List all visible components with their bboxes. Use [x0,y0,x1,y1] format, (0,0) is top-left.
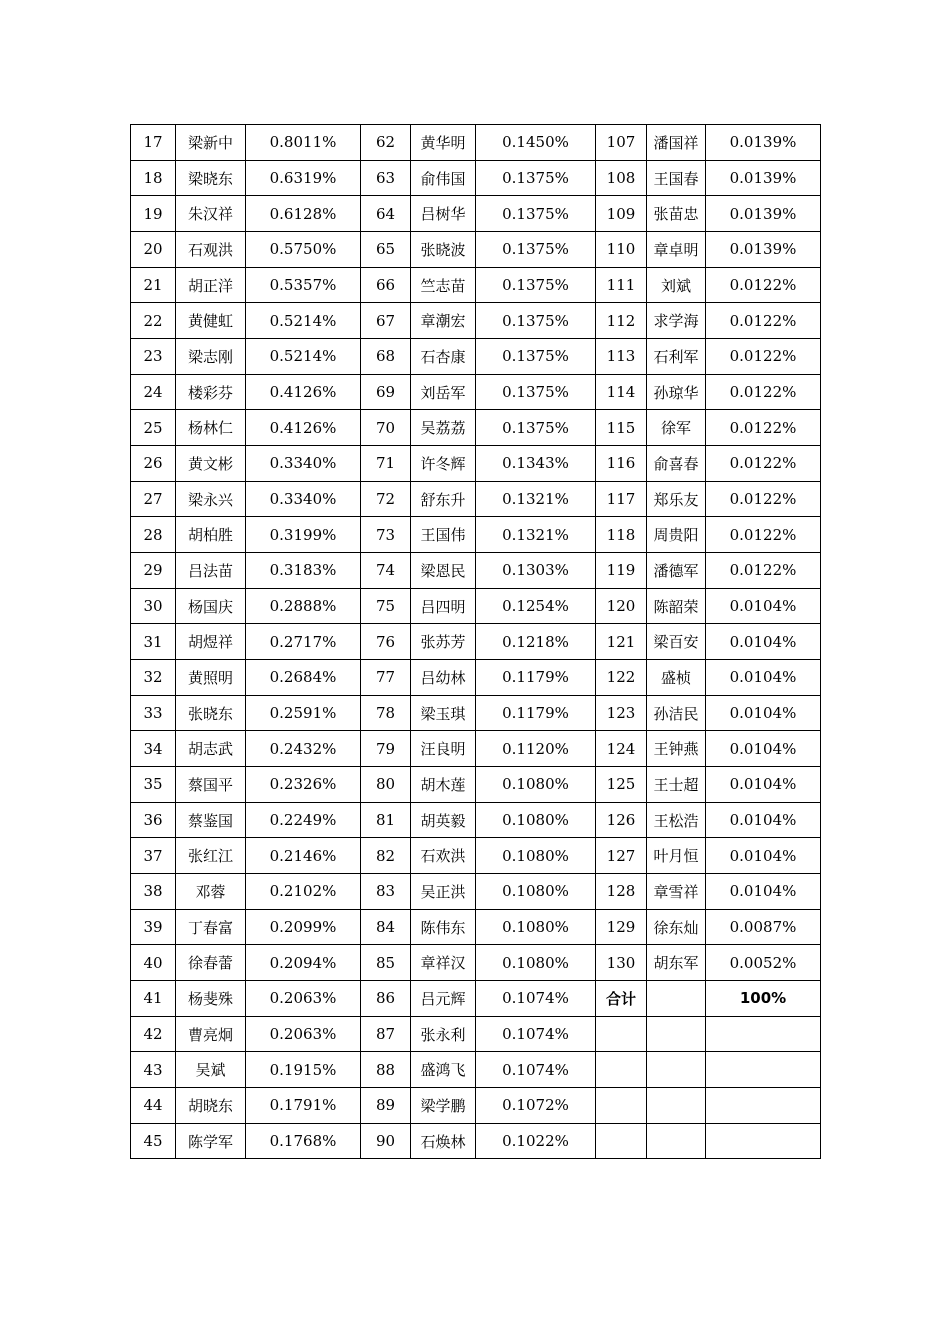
cell-pct [706,1052,821,1088]
cell-no: 44 [131,1088,176,1124]
cell-name: 陈韶荣 [647,588,706,624]
cell-name: 吕树华 [411,196,476,232]
cell-no: 70 [361,410,411,446]
cell-no: 31 [131,624,176,660]
table-row [131,125,821,161]
cell-no: 18 [131,160,176,196]
cell-name: 胡晓东 [176,1088,246,1124]
cell-no: 37 [131,838,176,874]
cell-pct: 0.2684% [246,660,361,696]
cell-no: 80 [361,767,411,803]
cell-pct: 0.1179% [476,695,596,731]
cell-pct: 0.2249% [246,802,361,838]
cell-name: 黄健虹 [176,303,246,339]
cell-pct: 0.4126% [246,374,361,410]
cell-no: 40 [131,945,176,981]
cell-name: 梁永兴 [176,481,246,517]
table-row [131,945,821,981]
cell-no: 22 [131,303,176,339]
cell-pct: 0.2146% [246,838,361,874]
cell-pct: 0.1254% [476,588,596,624]
cell-pct: 0.3199% [246,517,361,553]
cell-no: 62 [361,125,411,161]
table-row [131,802,821,838]
table-row [131,660,821,696]
cell-pct: 0.0104% [706,767,821,803]
cell-name: 王国伟 [411,517,476,553]
cell-no: 119 [596,553,647,589]
cell-no: 35 [131,767,176,803]
cell-no: 90 [361,1123,411,1159]
cell-no [596,1088,647,1124]
cell-no: 63 [361,160,411,196]
cell-name: 丁春富 [176,909,246,945]
shareholder-table [130,124,821,1159]
cell-name: 王钟燕 [647,731,706,767]
cell-name: 叶月恒 [647,838,706,874]
cell-no: 65 [361,232,411,268]
cell-no: 122 [596,660,647,696]
cell-pct: 0.1080% [476,874,596,910]
cell-pct: 0.1375% [476,339,596,375]
cell-pct: 0.2591% [246,695,361,731]
cell-no: 129 [596,909,647,945]
cell-pct: 0.2099% [246,909,361,945]
cell-no: 111 [596,267,647,303]
table-row [131,588,821,624]
cell-name: 杨斐殊 [176,981,246,1017]
cell-no: 76 [361,624,411,660]
cell-name: 胡柏胜 [176,517,246,553]
cell-name: 张红江 [176,838,246,874]
cell-pct: 0.1218% [476,624,596,660]
cell-no: 64 [361,196,411,232]
cell-no: 42 [131,1016,176,1052]
table-row [131,267,821,303]
cell-pct: 0.0122% [706,446,821,482]
cell-name [647,1123,706,1159]
table-row [131,1052,821,1088]
cell-pct: 0.2326% [246,767,361,803]
cell-pct: 0.1375% [476,232,596,268]
cell-pct: 0.1791% [246,1088,361,1124]
cell-name: 孙洁民 [647,695,706,731]
cell-name: 梁百安 [647,624,706,660]
cell-pct: 0.1343% [476,446,596,482]
cell-name: 徐东灿 [647,909,706,945]
cell-name: 蔡鉴国 [176,802,246,838]
cell-name: 杨林仁 [176,410,246,446]
cell-pct: 0.1768% [246,1123,361,1159]
cell-name: 梁志刚 [176,339,246,375]
cell-no: 126 [596,802,647,838]
cell-no: 41 [131,981,176,1017]
cell-name: 王士超 [647,767,706,803]
cell-name: 刘岳军 [411,374,476,410]
cell-name: 黄文彬 [176,446,246,482]
cell-no: 38 [131,874,176,910]
table-row [131,909,821,945]
cell-name: 徐军 [647,410,706,446]
cell-name: 梁玉琪 [411,695,476,731]
table-row [131,1123,821,1159]
table-row [131,553,821,589]
cell-no: 71 [361,446,411,482]
cell-name: 石欢洪 [411,838,476,874]
cell-pct: 0.1080% [476,767,596,803]
cell-pct: 0.1120% [476,731,596,767]
cell-pct: 0.2717% [246,624,361,660]
cell-name: 石利军 [647,339,706,375]
cell-no: 74 [361,553,411,589]
cell-name: 俞伟国 [411,160,476,196]
cell-no: 124 [596,731,647,767]
cell-no: 127 [596,838,647,874]
cell-name: 邓蓉 [176,874,246,910]
cell-name: 石焕林 [411,1123,476,1159]
table-row [131,410,821,446]
cell-pct: 0.4126% [246,410,361,446]
cell-name: 楼彩芬 [176,374,246,410]
cell-pct: 0.1074% [476,1016,596,1052]
cell-pct: 0.2432% [246,731,361,767]
table-row [131,196,821,232]
table-row [131,1016,821,1052]
cell-no: 17 [131,125,176,161]
cell-name: 王国春 [647,160,706,196]
cell-pct: 0.0104% [706,802,821,838]
cell-name [647,1088,706,1124]
cell-name: 张永利 [411,1016,476,1052]
cell-no: 25 [131,410,176,446]
cell-name: 张苗忠 [647,196,706,232]
cell-name: 徐春蕾 [176,945,246,981]
cell-pct: 0.6128% [246,196,361,232]
cell-no: 128 [596,874,647,910]
cell-pct: 0.3340% [246,446,361,482]
cell-no: 112 [596,303,647,339]
cell-name: 蔡国平 [176,767,246,803]
cell-name: 胡木莲 [411,767,476,803]
cell-name: 胡志武 [176,731,246,767]
cell-no: 24 [131,374,176,410]
cell-pct: 0.1074% [476,1052,596,1088]
cell-no: 83 [361,874,411,910]
cell-pct: 0.0122% [706,553,821,589]
cell-no: 116 [596,446,647,482]
cell-no: 30 [131,588,176,624]
cell-pct: 0.1072% [476,1088,596,1124]
cell-no: 32 [131,660,176,696]
cell-no: 21 [131,267,176,303]
cell-no: 82 [361,838,411,874]
table-row [131,160,821,196]
cell-pct [706,1123,821,1159]
cell-name: 朱汉祥 [176,196,246,232]
cell-no: 43 [131,1052,176,1088]
cell-no: 81 [361,802,411,838]
cell-no: 29 [131,553,176,589]
cell-no: 23 [131,339,176,375]
cell-name: 吕幼林 [411,660,476,696]
cell-pct: 0.1915% [246,1052,361,1088]
table-row [131,232,821,268]
cell-no: 118 [596,517,647,553]
cell-name: 石观洪 [176,232,246,268]
cell-no: 89 [361,1088,411,1124]
cell-name: 陈学军 [176,1123,246,1159]
cell-pct: 0.6319% [246,160,361,196]
cell-no: 36 [131,802,176,838]
cell-name: 杨国庆 [176,588,246,624]
cell-name: 胡正洋 [176,267,246,303]
cell-pct: 0.0104% [706,838,821,874]
cell-name: 张苏芳 [411,624,476,660]
cell-pct: 0.1375% [476,267,596,303]
cell-pct: 0.0104% [706,624,821,660]
cell-no: 113 [596,339,647,375]
cell-pct: 0.0052% [706,945,821,981]
cell-no [596,1123,647,1159]
cell-no: 20 [131,232,176,268]
cell-pct: 0.2063% [246,981,361,1017]
cell-pct: 0.1375% [476,196,596,232]
cell-no: 26 [131,446,176,482]
cell-no: 72 [361,481,411,517]
cell-pct [706,1016,821,1052]
cell-no: 79 [361,731,411,767]
cell-pct: 0.1375% [476,410,596,446]
cell-pct: 0.1022% [476,1123,596,1159]
cell-name: 梁学鹏 [411,1088,476,1124]
cell-no: 117 [596,481,647,517]
cell-no: 86 [361,981,411,1017]
cell-name: 吕法苗 [176,553,246,589]
cell-name: 曹亮炯 [176,1016,246,1052]
cell-no: 120 [596,588,647,624]
table-row [131,731,821,767]
cell-name: 王松浩 [647,802,706,838]
cell-pct: 0.2888% [246,588,361,624]
table-row [131,695,821,731]
table-row [131,767,821,803]
cell-pct: 0.1375% [476,374,596,410]
cell-pct: 0.3340% [246,481,361,517]
cell-pct: 0.0122% [706,481,821,517]
cell-name: 章祥汉 [411,945,476,981]
cell-name: 胡东军 [647,945,706,981]
cell-pct: 0.0139% [706,160,821,196]
cell-pct: 0.0122% [706,339,821,375]
table-row [131,517,821,553]
cell-pct: 0.2063% [246,1016,361,1052]
cell-no: 34 [131,731,176,767]
cell-name: 黄华明 [411,125,476,161]
cell-no: 114 [596,374,647,410]
cell-name: 刘斌 [647,267,706,303]
cell-pct: 0.1450% [476,125,596,161]
cell-pct: 0.0104% [706,588,821,624]
cell-name: 汪良明 [411,731,476,767]
cell-no: 108 [596,160,647,196]
cell-no: 73 [361,517,411,553]
table-row [131,303,821,339]
cell-name: 梁新中 [176,125,246,161]
cell-pct: 0.5214% [246,303,361,339]
cell-name [647,1016,706,1052]
cell-name: 胡英毅 [411,802,476,838]
cell-name: 盛鸿飞 [411,1052,476,1088]
cell-pct: 0.0122% [706,517,821,553]
cell-pct: 0.1179% [476,660,596,696]
cell-no: 45 [131,1123,176,1159]
cell-pct: 0.2094% [246,945,361,981]
cell-pct: 0.5214% [246,339,361,375]
cell-name: 张晓东 [176,695,246,731]
cell-name: 求学海 [647,303,706,339]
cell-name: 吕元辉 [411,981,476,1017]
cell-no: 66 [361,267,411,303]
cell-name [647,981,706,1017]
table-row [131,1088,821,1124]
cell-pct: 0.1375% [476,160,596,196]
cell-name: 许冬辉 [411,446,476,482]
cell-name: 黄照明 [176,660,246,696]
cell-pct: 0.0087% [706,909,821,945]
cell-no: 75 [361,588,411,624]
cell-name: 俞喜春 [647,446,706,482]
cell-pct: 0.0104% [706,874,821,910]
cell-name: 章雪祥 [647,874,706,910]
table-row [131,981,821,1017]
cell-no: 33 [131,695,176,731]
cell-no: 130 [596,945,647,981]
table-row [131,374,821,410]
cell-pct: 0.8011% [246,125,361,161]
table-row [131,339,821,375]
cell-name: 潘德军 [647,553,706,589]
cell-no [596,1052,647,1088]
cell-name: 胡煜祥 [176,624,246,660]
cell-no: 125 [596,767,647,803]
cell-no: 121 [596,624,647,660]
cell-name: 吴斌 [176,1052,246,1088]
cell-pct: 0.1303% [476,553,596,589]
cell-pct: 0.5750% [246,232,361,268]
cell-pct: 0.0104% [706,695,821,731]
cell-pct: 0.0139% [706,125,821,161]
cell-name: 梁恩民 [411,553,476,589]
cell-no: 88 [361,1052,411,1088]
cell-pct: 0.2102% [246,874,361,910]
cell-pct: 0.0122% [706,374,821,410]
cell-pct: 0.0122% [706,410,821,446]
table-row [131,874,821,910]
cell-name: 周贵阳 [647,517,706,553]
cell-no: 84 [361,909,411,945]
cell-pct: 0.0104% [706,660,821,696]
cell-name: 孙琼华 [647,374,706,410]
cell-pct: 0.0139% [706,232,821,268]
cell-pct: 0.0122% [706,267,821,303]
cell-name: 舒东升 [411,481,476,517]
cell-name [647,1052,706,1088]
table-row [131,838,821,874]
cell-name: 竺志苗 [411,267,476,303]
cell-no: 合计 [596,981,647,1017]
cell-name: 吴荔荔 [411,410,476,446]
cell-name: 张晓波 [411,232,476,268]
cell-pct: 0.0104% [706,731,821,767]
table-row [131,624,821,660]
cell-name: 石杏康 [411,339,476,375]
cell-name: 章潮宏 [411,303,476,339]
cell-name: 郑乐友 [647,481,706,517]
cell-no: 109 [596,196,647,232]
cell-name: 陈伟东 [411,909,476,945]
cell-pct: 0.0122% [706,303,821,339]
cell-pct: 0.1080% [476,838,596,874]
table-row [131,481,821,517]
cell-no: 69 [361,374,411,410]
cell-name: 章卓明 [647,232,706,268]
cell-no [596,1016,647,1052]
cell-no: 87 [361,1016,411,1052]
cell-name: 梁晓东 [176,160,246,196]
cell-no: 39 [131,909,176,945]
cell-pct: 0.1080% [476,802,596,838]
cell-name: 吴正洪 [411,874,476,910]
cell-no: 85 [361,945,411,981]
cell-pct: 100% [706,981,821,1017]
cell-pct: 0.1074% [476,981,596,1017]
cell-pct: 0.1375% [476,303,596,339]
cell-no: 110 [596,232,647,268]
cell-no: 68 [361,339,411,375]
cell-no: 27 [131,481,176,517]
cell-name: 潘国祥 [647,125,706,161]
cell-pct: 0.1080% [476,945,596,981]
cell-name: 吕四明 [411,588,476,624]
cell-no: 115 [596,410,647,446]
cell-no: 77 [361,660,411,696]
cell-no: 19 [131,196,176,232]
cell-no: 78 [361,695,411,731]
cell-no: 67 [361,303,411,339]
cell-no: 28 [131,517,176,553]
cell-pct [706,1088,821,1124]
cell-pct: 0.0139% [706,196,821,232]
cell-no: 107 [596,125,647,161]
cell-pct: 0.1080% [476,909,596,945]
cell-pct: 0.1321% [476,481,596,517]
cell-no: 123 [596,695,647,731]
cell-pct: 0.3183% [246,553,361,589]
cell-pct: 0.1321% [476,517,596,553]
table-row [131,446,821,482]
cell-name: 盛桢 [647,660,706,696]
cell-pct: 0.5357% [246,267,361,303]
